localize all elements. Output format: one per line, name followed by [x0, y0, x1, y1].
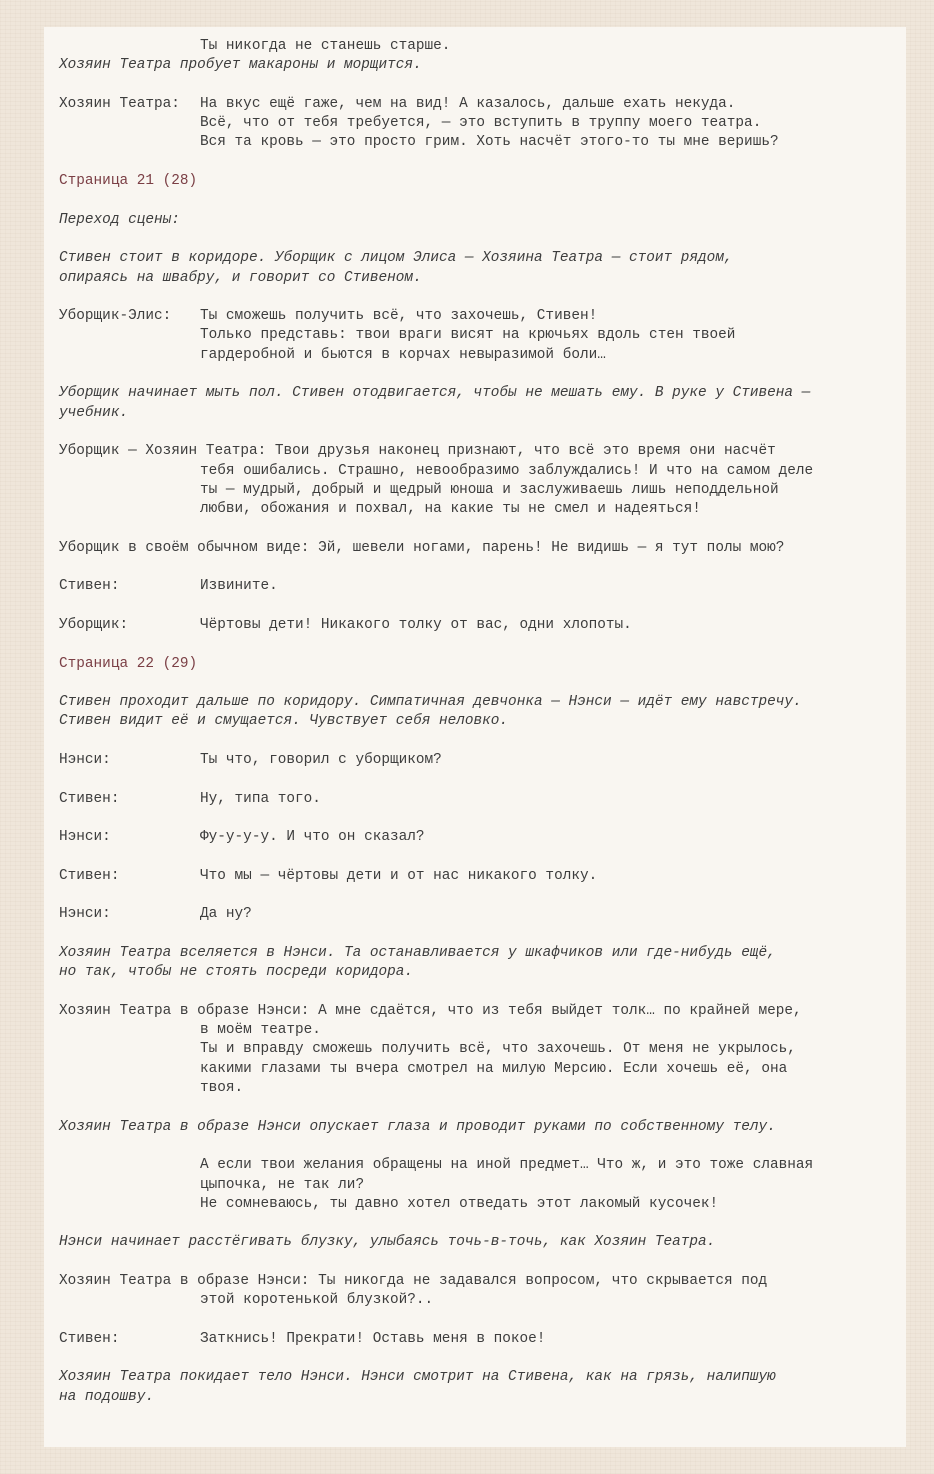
dialogue-line: А если твои желания обращены на иной предмет… Что ж, и это тоже славная [200, 1157, 814, 1174]
dialogue-text: Чёртовы дети! Никакого толку от вас, одни хлопоты. [200, 616, 632, 633]
character-name: Уборщик-Элис: [59, 308, 172, 325]
dialogue-line [59, 867, 890, 886]
blank-line [59, 1137, 890, 1156]
stage-direction: Хозяин Театра в образе Нэнси опускает глаза и проводит руками по собственному телу. [59, 1118, 776, 1135]
dialogue-text: Ты что, говорил с уборщиком? [200, 751, 442, 768]
blank-line [59, 1214, 890, 1233]
dialogue-line: Вся та кровь — это просто грим. Хоть насчёт этого-то ты мне веришь? [200, 134, 779, 151]
dialogue-line: в моём театре. [200, 1022, 321, 1039]
stage-direction: Хозяин Театра вселяется в Нэнси. Та останавливается у шкафчиков или где-нибудь ещё, [59, 944, 776, 961]
script-text [59, 37, 890, 1407]
blank-line [59, 635, 890, 654]
blank-line [59, 230, 890, 249]
dialogue-line: Хозяин Театра в образе Нэнси: Ты никогда не задавался вопросом, что скрывается под [59, 1273, 768, 1289]
dialogue-line [59, 307, 890, 326]
stage-direction: Хозяин Театра покидает тело Нэнси. Нэнси смотрит на Стивена, как на грязь, налипшую [59, 1369, 776, 1386]
dialogue-line: Всё, что от тебя требуется, — это вступить в труппу моего театра. [200, 115, 762, 132]
dialogue-line [59, 1330, 890, 1349]
blank-line [59, 519, 890, 538]
blank-line [59, 365, 890, 384]
stage-direction: Уборщик начинает мыть пол. Стивен отодвигается, чтобы не мешать ему. В руке у Стивена — [59, 385, 811, 402]
dialogue-text: Ну, типа того. [200, 790, 321, 807]
dialogue-text: Фу-у-у-у. И что он сказал? [200, 829, 425, 846]
dialogue-line: Ты никогда не станешь старше. [200, 38, 451, 54]
dialogue-line [59, 905, 890, 924]
dialogue-line [59, 95, 890, 114]
character-name: Хозяин Театра: [59, 95, 180, 112]
blank-line [59, 983, 890, 1002]
dialogue-text: Извините. [200, 578, 278, 595]
page-marker: Страница 21 (28) [59, 173, 198, 190]
blank-line [59, 76, 890, 95]
dialogue-line [59, 616, 890, 635]
blank-line [59, 925, 890, 944]
blank-line [59, 597, 890, 616]
blank-line [59, 674, 890, 693]
blank-line [59, 191, 890, 210]
dialogue-line: Ты и вправду сможешь получить всё, что захочешь. От меня не укрылось, [200, 1041, 796, 1058]
stage-direction: Нэнси начинает расстёгивать блузку, улыбаясь точь-в-точь, как Хозяин Театра. [59, 1234, 716, 1251]
character-name: Нэнси: [59, 829, 111, 846]
stage-direction: опираясь на швабру, и говорит со Стивеном. [59, 269, 422, 286]
dialogue-line: Только представь: твои враги висят на крючьях вдоль стен твоей [200, 327, 736, 344]
dialogue-text: На вкус ещё гаже, чем на вид! А казалось, дальше ехать некуда. [200, 95, 736, 112]
character-name: Уборщик: [59, 616, 129, 633]
character-name: Стивен: [59, 790, 120, 807]
blank-line [59, 423, 890, 442]
script-page [44, 27, 906, 1447]
character-name: Нэнси: [59, 751, 111, 768]
dialogue-line [59, 790, 890, 809]
dialogue-line: ты — мудрый, добрый и щедрый юноша и заслуживаешь лишь неподдельной [200, 481, 779, 498]
character-name: Стивен: [59, 578, 120, 595]
stage-direction: Переход сцены: [59, 211, 180, 228]
dialogue-line [59, 828, 890, 847]
dialogue-line: Не сомневаюсь, ты давно хотел отведать этот лакомый кусочек! [200, 1195, 719, 1212]
dialogue-line: любви, обожания и похвал, на какие ты не смел и надеяться! [200, 501, 701, 518]
blank-line [59, 770, 890, 789]
blank-line [59, 1253, 890, 1272]
blank-line [59, 1311, 890, 1330]
dialogue-line: Хозяин Театра в образе Нэнси: А мне сдаётся, что из тебя выйдет толк… по крайней мере, [59, 1002, 802, 1019]
character-name: Стивен: [59, 867, 120, 884]
dialogue-line: гардеробной и бьются в корчах невыразимой боли… [200, 346, 606, 363]
dialogue-line: тебя ошибались. Страшно, невообразимо заблуждались! И что на самом деле [200, 462, 814, 479]
blank-line [59, 288, 890, 307]
dialogue-text: Что мы — чёртовы дети и от нас никакого толку. [200, 867, 598, 884]
stage-direction: учебник. [59, 404, 129, 421]
stage-direction: Стивен стоит в коридоре. Уборщик с лицом Элиса — Хозяина Театра — стоит рядом, [59, 250, 733, 267]
dialogue-line: какими глазами ты вчера смотрел на милую Мерсию. Если хочешь её, она [200, 1060, 788, 1077]
blank-line [59, 847, 890, 866]
dialogue-line [59, 751, 890, 770]
blank-line [59, 153, 890, 172]
blank-line [59, 809, 890, 828]
page-marker: Страница 22 (29) [59, 655, 198, 672]
character-name: Нэнси: [59, 906, 111, 923]
blank-line [59, 886, 890, 905]
stage-direction: Стивен проходит дальше по коридору. Симпатичная девчонка — Нэнси — идёт ему навстречу. [59, 694, 802, 711]
stage-direction: на подошву. [59, 1388, 154, 1405]
stage-direction: Хозяин Театра пробует макароны и морщится. [59, 57, 422, 74]
dialogue-line [59, 577, 890, 596]
character-name: Стивен: [59, 1330, 120, 1347]
blank-line [59, 1349, 890, 1368]
dialogue-text: Ты сможешь получить всё, что захочешь, Стивен! [200, 308, 598, 325]
blank-line [59, 558, 890, 577]
dialogue-text: Заткнись! Прекрати! Оставь меня в покое! [200, 1330, 546, 1347]
stage-direction: но так, чтобы не стоять посреди коридора. [59, 964, 414, 981]
dialogue-line: Уборщик в своём обычном виде: Эй, шевели ногами, парень! Не видишь — я тут полы мою? [59, 539, 785, 556]
dialogue-line: Уборщик — Хозяин Театра: Твои друзья наконец признают, что всё это время они насчёт [59, 443, 776, 460]
blank-line [59, 732, 890, 751]
dialogue-line: этой коротенькой блузкой?.. [200, 1292, 434, 1309]
dialogue-line: цыпочка, не так ли? [200, 1176, 365, 1193]
blank-line [59, 1098, 890, 1117]
dialogue-text: Да ну? [200, 906, 252, 923]
dialogue-line: твоя. [200, 1080, 244, 1097]
stage-direction: Стивен видит её и смущается. Чувствует себя неловко. [59, 713, 509, 730]
